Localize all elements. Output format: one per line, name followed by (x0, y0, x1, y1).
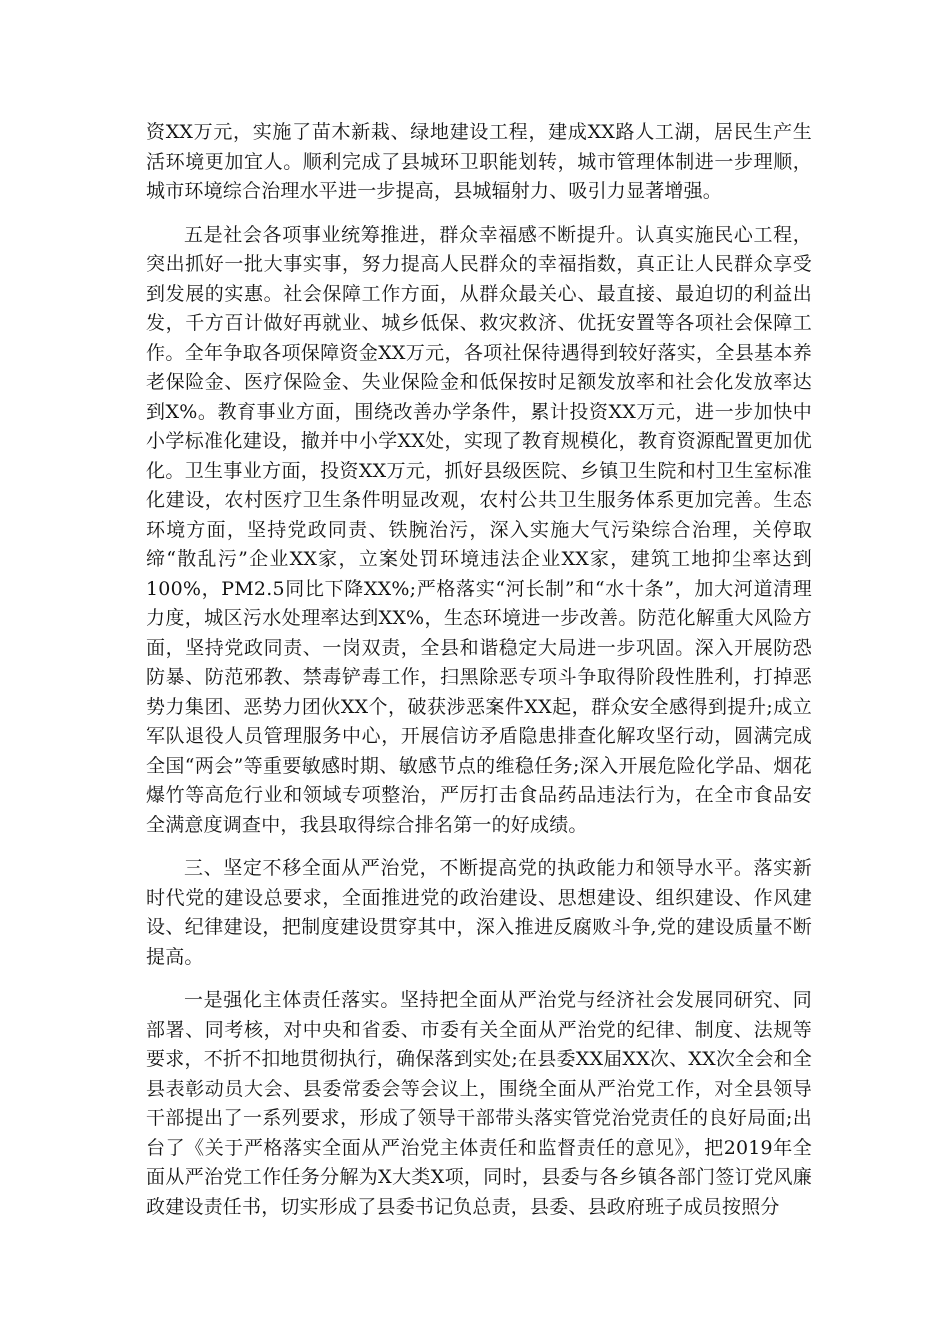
paragraph-main-responsibility: 一是强化主体责任落实。坚持把全面从严治党与经济社会发展同研究、同部署、同考核，对中央和省委、市委有关全面从严治党的纪律、制度、法规等要求，不折不扣地贯彻执行，确保落到实处;在县委XX届XX次、XX次全会和全县表彰动员大会、县委常委会等会议上，围绕全面从严治党工作，对全县领导干部提出了一系列要求，形成了领导干部带头落实管党治党责任的良好局面;出台了《关于严格落实全面从严治党主体责任和监督责任的意见》，把2019年全面从严治党工作任务分解为X大类X项，同时，县委与各乡镇各部门签订党风廉政建设责任书，切实形成了县委书记负总责，县委、县政府班子成员按照分 (146, 989, 812, 1218)
document-page (146, 118, 812, 1236)
paragraph-urban-environment: 资XX万元，实施了苗木新栽、绿地建设工程，建成XX路人工湖，居民生产生活环境更加宜人。顺利完成了县城环卫职能划转，城市管理体制进一步理顺，城市环境综合治理水平进一步提高，县城辐射力、吸引力显著增强。 (146, 121, 812, 202)
paragraph-party-governance-heading: 三、坚定不移全面从严治党，不断提高党的执政能力和领导水平。落实新时代党的建设总要求，全面推进党的政治建设、思想建设、组织建设、作风建设、纪律建设，把制度建设贯穿其中，深入推进反腐败斗争,党的建设质量不断提高。 (146, 857, 812, 968)
paragraph-social-undertakings: 五是社会各项事业统筹推进，群众幸福感不断提升。认真实施民心工程，突出抓好一批大事实事，努力提高人民群众的幸福指数，真正让人民群众享受到发展的实惠。社会保障工作方面，从群众最关心、最直接、最迫切的利益出发，千方百计做好再就业、城乡低保、救灾救济、优抚安置等各项社会保障工作。全年争取各项保障资金XX万元，各项社保待遇得到较好落实，全县基本养老保险金、医疗保险金、失业保险金和低保按时足额发放率和社会化发放率达到X%。教育事业方面，围绕改善办学条件，累计投资XX万元，进一步加快中小学标准化建设，撤并中小学XX处，实现了教育规模化，教育资源配置更加优化。卫生事业方面，投资XX万元，抓好县级医院、乡镇卫生院和村卫生室标准化建设，农村医疗卫生条件明显改观，农村公共卫生服务体系更加完善。生态环境方面，坚持党政同责、铁腕治污，深入实施大气污染综合治理，关停取缔“散乱污”企业XX家，立案处罚环境违法企业XX家，建筑工地抑尘率达到100%，PM2.5同比下降XX%;严格落实“河长制”和“水十条”，加大河道清理力度，城区污水处理率达到XX%，生态环境进一步改善。防范化解重大风险方面，坚持党政同责、一岗双责，全县和谐稳定大局进一步巩固。深入开展防恐防暴、防范邪教、禁毒铲毒工作，扫黑除恶专项斗争取得阶段性胜利，打掉恶势力集团、恶势力团伙XX个，破获涉恶案件XX起，群众安全感得到提升;成立军队退役人员管理服务中心，开展信访矛盾隐患排查化解攻坚行动，圆满完成全国“两会”等重要敏感时期、敏感节点的维稳任务;深入开展危险化学品、烟花爆竹等高危行业和领域专项整治，严厉打击食品药品违法行为，在全市食品安全满意度调查中，我县取得综合排名第一的好成绩。 (146, 223, 812, 836)
